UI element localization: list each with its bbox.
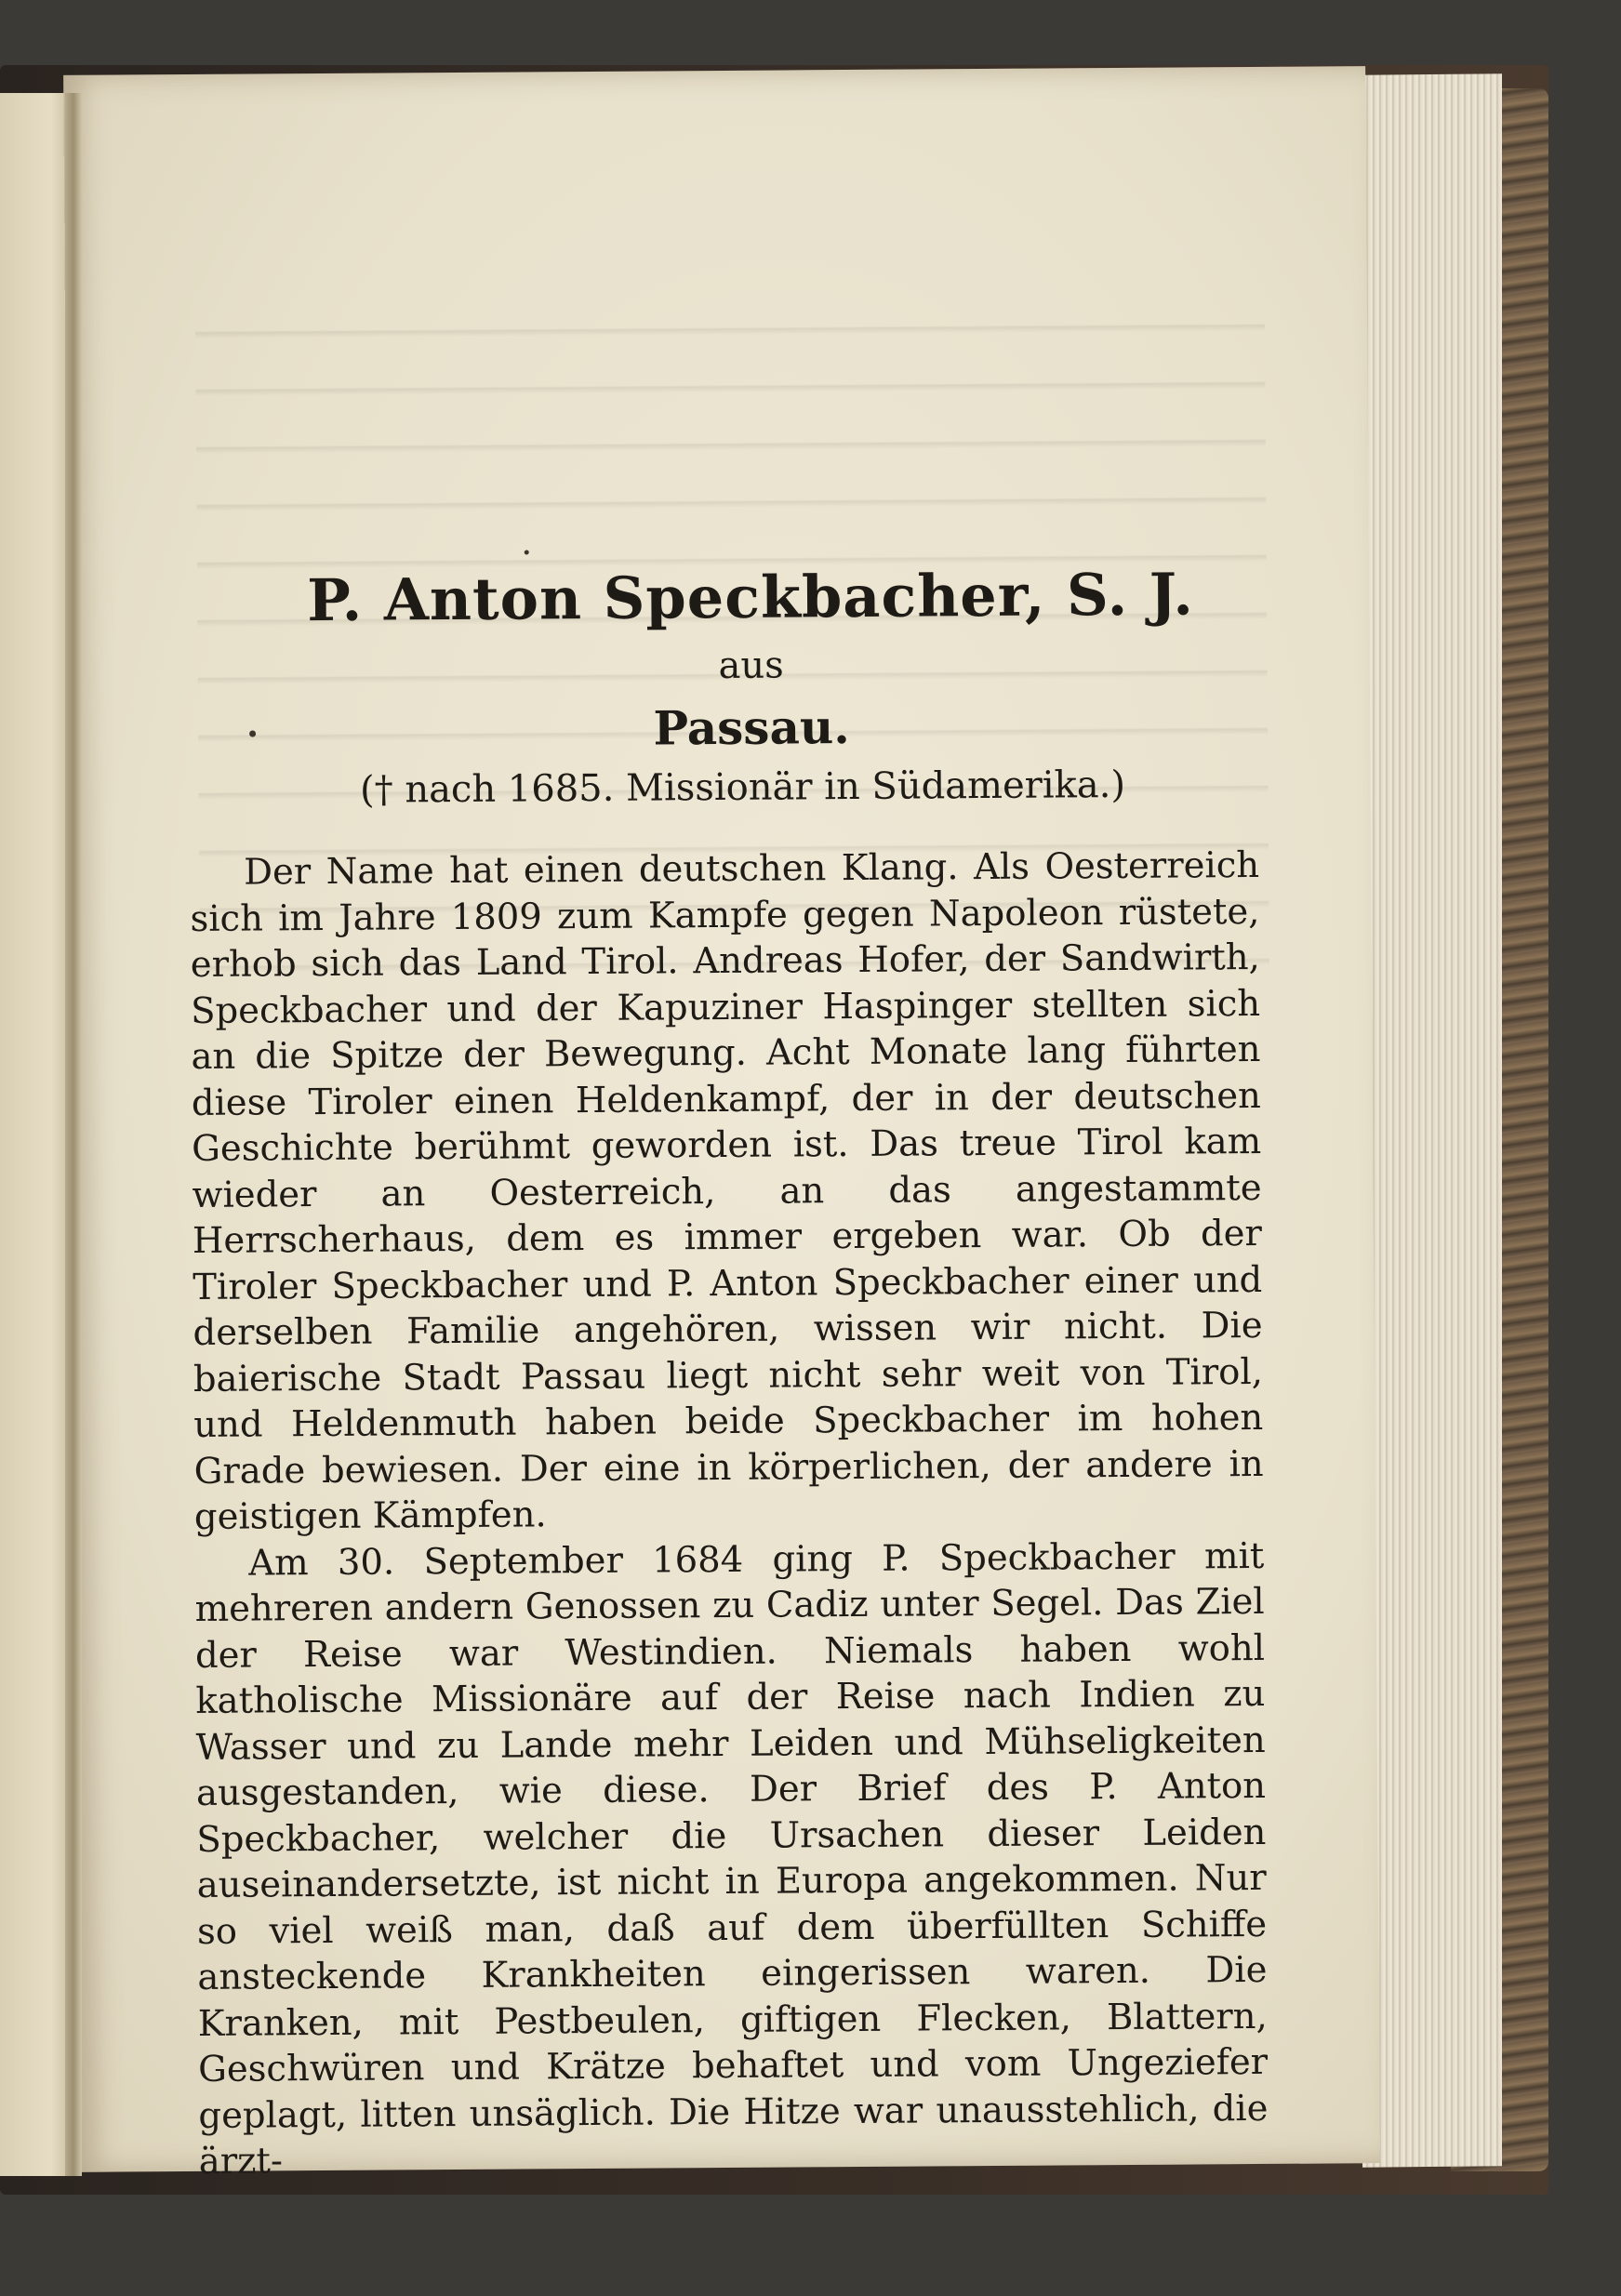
paragraph: Am 30. September 1684 ging P. Speckbacher mit mehreren andern Genossen zu Cadiz unter Segel. Das Ziel der Reise war Westindien. Niemals haben wohl katholische Missionäre auf der Reise nach Indien zu Wasser und zu Lande mehr Leiden und Mühseligkeiten ausgestanden, wie diese. Der Brief des P. Anton Speckbacher, welcher die Ursachen dieser Leiden auseinandersetzte, ist nicht in Europa angekommen. Nur so viel weiß man, daß auf dem überfüllten Schiffe ansteckende Krankheiten eingerissen waren. Die Kranken, mit Pestbeulen, giftigen Flecken, Blattern, Geschwüren und Krätze behaftet und vom Ungeziefer geplagt, litten unsäglich. Die Hitze war unausstehlich, die ärzt- [194, 1534, 1269, 2183]
chapter-from: aus [718, 644, 784, 688]
left-page-edge [0, 93, 73, 2176]
chapter-title: P. Anton Speckbacher, S. J. [307, 560, 1195, 635]
page-stack [1362, 73, 1502, 2168]
ink-speck [525, 550, 529, 554]
chapter-place: Passau. [653, 699, 850, 756]
page-gutter [65, 93, 82, 2176]
paragraph: Der Name hat einen deutschen Klang. Als Oesterreich sich im Jahre 1809 zum Kampfe gegen Napoleon rüstete, erhob sich das Land Tirol. Andreas Hofer, der Sandwirth, Speckbacher und der Kapuziner Haspinger stellten sich an die Spitze der Bewegung. Acht Monate lang führten diese Tiroler einen Heldenkampf, der in der deutschen Geschichte berühmt geworden ist. Das treue Tirol kam wieder an Oesterreich, an das angestammte Herrscherhaus, dem es immer ergeben war. Ob der Tiroler Speckbacher und P. Anton Speckbacher einer und derselben Familie angehören, wissen wir nicht. Die baierische Stadt Passau liegt nicht sehr weit von Tirol, und Heldenmuth haben beide Speckbacher im hohen Grade bewiesen. Der eine in körperlichen, der andere in geistigen Kämpfen. [190, 843, 1264, 1538]
chapter-note: († nach 1685. Missionär in Südamerika.) [359, 763, 1126, 812]
page-content [188, 560, 1269, 2184]
book-page [63, 66, 1380, 2183]
